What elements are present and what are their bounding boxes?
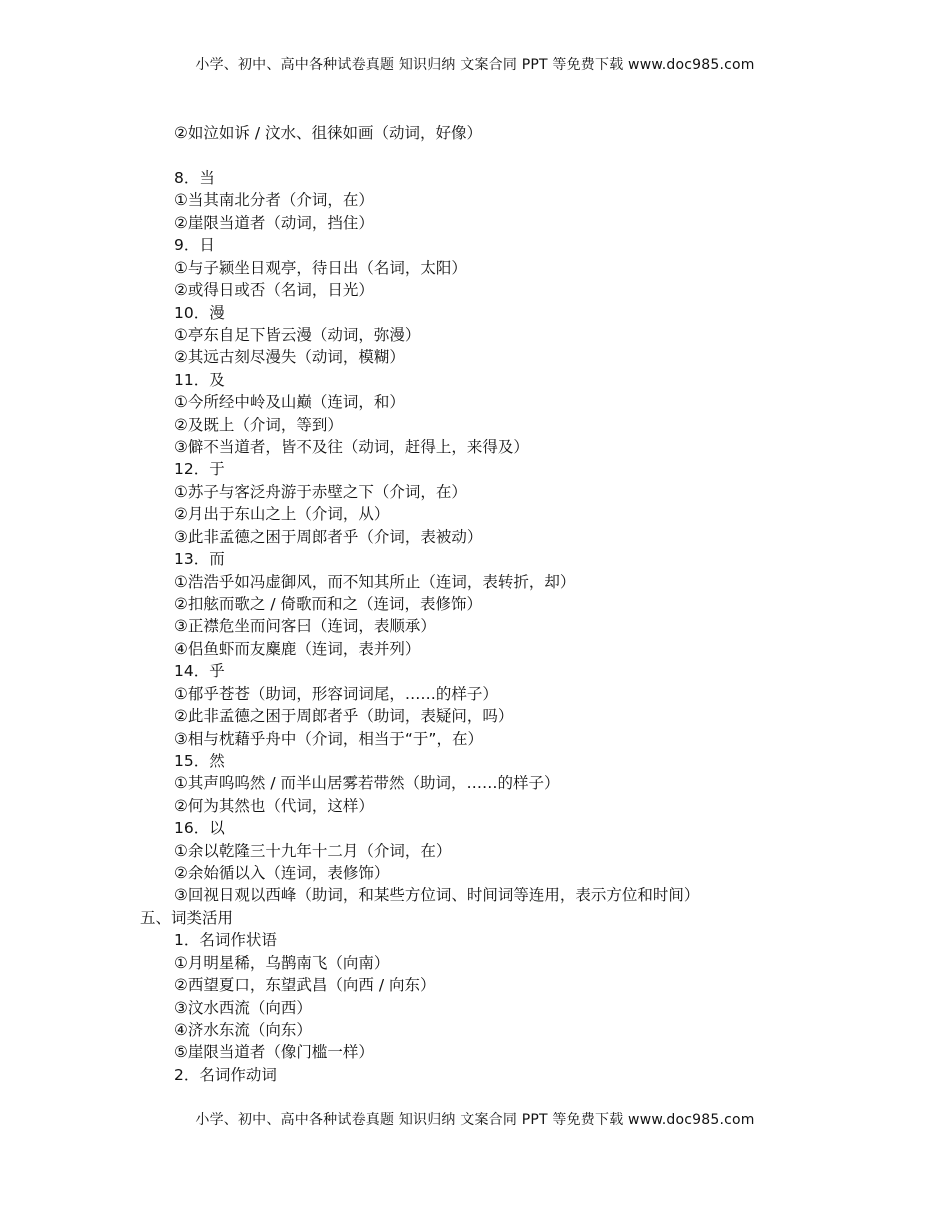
item-heading: 13．而 — [174, 550, 225, 568]
section-heading: 五、词类活用 — [140, 909, 234, 927]
item-heading: 10．漫 — [174, 304, 225, 322]
text-line: ③正襟危坐而问客曰（连词，表顺承） — [174, 617, 436, 635]
text-line: ①郁乎苍苍（助词，形容词词尾，……的样子） — [174, 685, 498, 703]
text-line: ①亭东自足下皆云漫（动词，弥漫） — [174, 326, 421, 344]
text-line: ①其声呜呜然 / 而半山居雾若带然（助词，……的样子） — [174, 774, 560, 792]
text-line: ②西望夏口，东望武昌（向西 / 向东） — [174, 976, 436, 994]
text-line: ③此非孟德之困于周郎者乎（介词，表被动） — [174, 528, 483, 546]
text-line: ③僻不当道者，皆不及往（动词，赶得上，来得及） — [174, 438, 529, 456]
text-line: ③回视日观以西峰（助词，和某些方位词、时间词等连用，表示方位和时间） — [174, 886, 700, 904]
text-line: ②崖限当道者（动词，挡住） — [174, 214, 374, 232]
item-heading: 15．然 — [174, 752, 225, 770]
text-line: ③汶水西流（向西） — [174, 999, 312, 1017]
text-line: ④济水东流（向东） — [174, 1021, 312, 1039]
item-heading: 9．日 — [174, 236, 215, 254]
text-line: ①今所经中岭及山巅（连词，和） — [174, 393, 405, 411]
text-line: ②如泣如诉 / 汶水、徂徕如画（动词，好像） — [174, 124, 482, 142]
text-line: ①当其南北分者（介词，在） — [174, 191, 374, 209]
text-line: ②扣舷而歌之 / 倚歌而和之（连词，表修饰） — [174, 595, 482, 613]
text-line: ①与子颍坐日观亭，待日出（名词，太阳） — [174, 259, 467, 277]
text-line: ②及既上（介词，等到） — [174, 416, 343, 434]
item-heading: 2．名词作动词 — [174, 1066, 277, 1084]
text-line: ①月明星稀，乌鹊南飞（向南） — [174, 954, 390, 972]
item-heading: 16．以 — [174, 819, 225, 837]
text-line: ②月出于东山之上（介词，从） — [174, 505, 390, 523]
item-heading: 14．乎 — [174, 662, 225, 680]
text-line: ①浩浩乎如冯虚御风，而不知其所止（连词，表转折，却） — [174, 573, 576, 591]
page-footer: 小学、初中、高中各种试卷真题 知识归纳 文案合同 PPT 等免费下载 www.doc985.com — [195, 1112, 755, 1128]
text-line: ②其远古刻尽漫失（动词，模糊） — [174, 348, 405, 366]
text-line: ②此非孟德之困于周郎者乎（助词，表疑问，吗） — [174, 707, 514, 725]
page-header: 小学、初中、高中各种试卷真题 知识归纳 文案合同 PPT 等免费下载 www.doc985.com — [195, 57, 755, 73]
text-line: ①苏子与客泛舟游于赤壁之下（介词，在） — [174, 483, 467, 501]
item-heading: 12．于 — [174, 460, 225, 478]
text-line: ①余以乾隆三十九年十二月（介词，在） — [174, 842, 452, 860]
text-line: ②或得日或否（名词，日光） — [174, 281, 374, 299]
text-line: ③相与枕藉乎舟中（介词，相当于“于”，在） — [174, 730, 483, 748]
item-heading: 8．当 — [174, 169, 215, 187]
item-heading: 11．及 — [174, 371, 225, 389]
item-heading: 1．名词作状语 — [174, 931, 277, 949]
text-line: ④侣鱼虾而友麋鹿（连词，表并列） — [174, 640, 421, 658]
text-line: ⑤崖限当道者（像门槛一样） — [174, 1043, 374, 1061]
text-line: ②余始循以入（连词，表修饰） — [174, 864, 390, 882]
text-line: ②何为其然也（代词，这样） — [174, 797, 374, 815]
